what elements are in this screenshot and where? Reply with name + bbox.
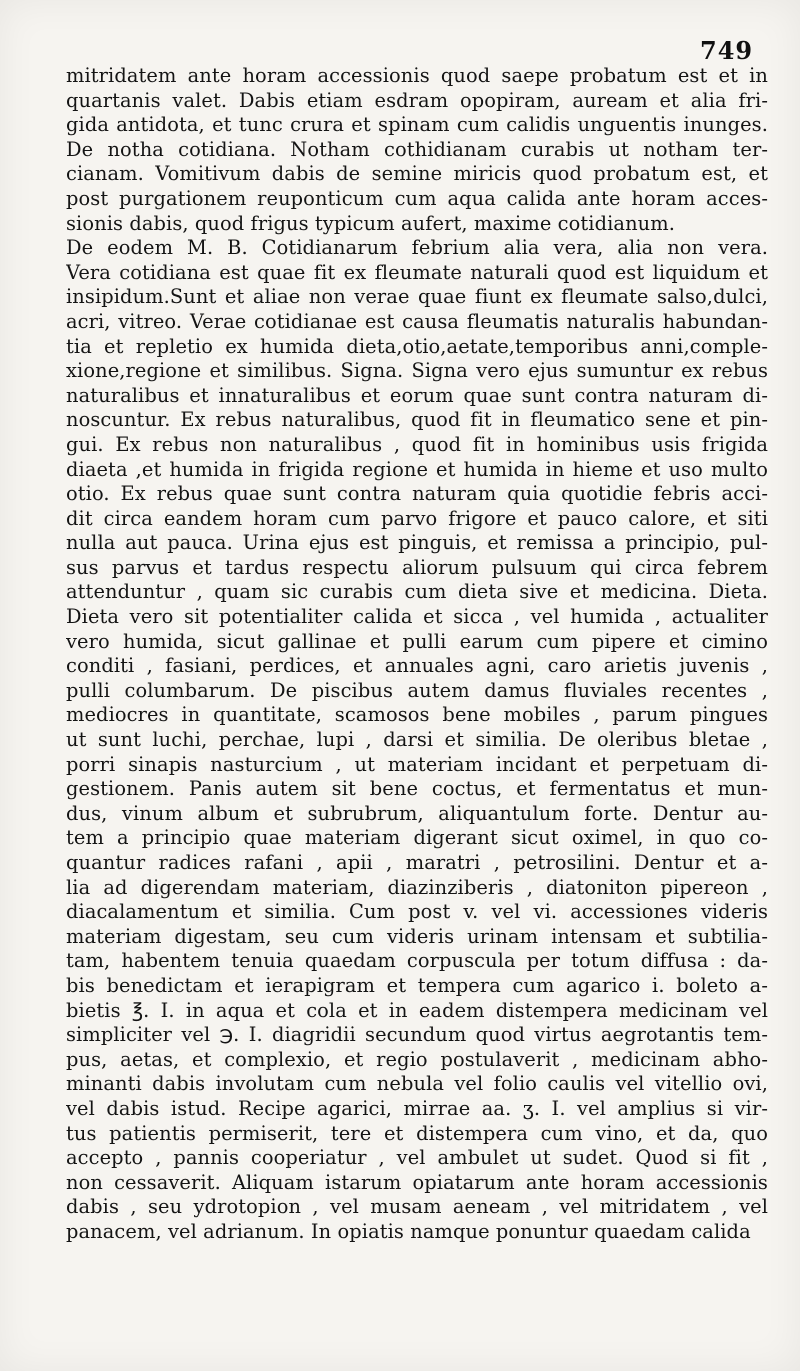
text-line: otio. Ex rebus quae sunt contra naturam quia quotidie febris acci- — [66, 482, 768, 506]
text-line: tam, habentem tenuia quaedam corpuscula per totum diffusa : da- — [66, 949, 768, 973]
text-line: accepto , pannis cooperiatur , vel ambulet ut sudet. Quod si fit , — [66, 1146, 768, 1170]
text-line: bis benedictam et ierapigram et tempera cum agarico i. boleto a- — [66, 973, 768, 997]
text-line: insipidum.Sunt et aliae non verae quae fiunt ex fleumate salso,dulci, — [66, 285, 768, 309]
text-line: diaeta ,et humida in frigida regione et humida in hieme et uso multo — [66, 457, 768, 481]
text-line: dus, vinum album et subrubrum, aliquantulum forte. Dentur au- — [66, 801, 768, 825]
text-line: vero humida, sicut gallinae et pulli earum cum pipere et cimino — [66, 629, 768, 653]
text-line: post purgationem reuponticum cum aqua calida ante horam acces- — [66, 186, 768, 210]
text-line: cianam. Vomitivum dabis de semine miricis quod probatum est, et — [66, 162, 768, 186]
text-line: attenduntur , quam sic curabis cum dieta sive et medicina. Dieta. — [66, 580, 768, 604]
text-line: conditi , fasiani, perdices, et annuales agni, caro arietis juvenis , — [66, 654, 768, 678]
text-line: non cessaverit. Aliquam istarum opiatarum ante horam accessionis — [66, 1170, 768, 1194]
text-line: dabis , seu ydrotopion , vel musam aeneam , vel mitridatem , vel — [66, 1195, 768, 1219]
text-line: acri, vitreo. Verae cotidianae est causa fleumatis naturalis habundan- — [66, 309, 768, 333]
text-line: bietis ℥. I. in aqua et cola et in eadem distempera medicinam vel — [66, 998, 768, 1022]
page-number: 749 — [700, 36, 754, 65]
text-line: Vera cotidiana est quae fit ex fleumate naturali quod est liquidum et — [66, 260, 768, 284]
text-line: quartanis valet. Dabis etiam esdram opopiram, auream et alia fri- — [66, 88, 768, 112]
text-line: sionis dabis, quod frigus typicum aufert, maxime cotidianum. — [66, 211, 676, 235]
text-line: De eodem M. B. Cotidianarum febrium alia vera, alia non vera. — [66, 236, 768, 260]
text-line: materiam digestam, seu cum videris urinam intensam et subtilia- — [66, 924, 768, 948]
text-line: gestionem. Panis autem sit bene coctus, et fermentatus et mun- — [66, 777, 768, 801]
text-line: tus patientis permiserit, tere et distempera cum vino, et da, quo — [66, 1121, 768, 1145]
text-line: pus, aetas, et complexio, et regio postulaverit , medicinam abho- — [66, 1047, 768, 1071]
text-line: pulli columbarum. De piscibus autem damus fluviales recentes , — [66, 678, 768, 702]
text-line: quantur radices rafani , apii , maratri , petrosilini. Dentur et a- — [66, 851, 768, 874]
text-line: lia ad digerendam materiam, diazinziberis , diatoniton pipereon , — [66, 875, 768, 899]
text-line: tem a principio quae materiam digerant sicut oximel, in quo co- — [66, 826, 768, 850]
text-line: panacem, vel adrianum. In opiatis namque ponuntur quaedam calida — [66, 1219, 751, 1243]
text-line: naturalibus et innaturalibus et eorum quae sunt contra naturam di- — [66, 383, 768, 407]
text-line: tia et repletio ex humida dieta,otio,aetate,temporibus anni,comple- — [66, 334, 768, 358]
text-line: ut sunt luchi, perchae, lupi , darsi et similia. De oleribus bletae , — [66, 728, 768, 752]
text-line: vel dabis istud. Recipe agarici, mirrae aa. ʒ. I. vel amplius si vir- — [66, 1096, 768, 1120]
text-line: gida antidota, et tunc crura et spinam cum calidis unguentis inunges. — [66, 113, 768, 137]
text-line: diacalamentum et similia. Cum post v. vel vi. accessiones videris — [66, 900, 768, 924]
text-line: xione,regione et similibus. Signa. Signa vero ejus sumuntur ex rebus — [66, 359, 768, 383]
text-line: mediocres in quantitate, scamosos bene mobiles , parum pingues — [66, 703, 768, 727]
text-line: porri sinapis nasturcium , ut materiam incidant et perpetuam di- — [66, 752, 768, 776]
text-line: dit circa eandem horam cum parvo frigore et pauco calore, et siti — [66, 506, 768, 530]
text-line: sus parvus et tardus respectu aliorum pulsuum qui circa febrem — [66, 555, 768, 579]
text-line: nulla aut pauca. Urina ejus est pinguis, et remissa a principio, pul- — [66, 531, 768, 555]
text-line: noscuntur. Ex rebus naturalibus, quod fit in fleumatico sene et pin- — [66, 408, 768, 432]
text-line: mitridatem ante horam accessionis quod saepe probatum est et in — [66, 64, 768, 87]
text-line: minanti dabis involutam cum nebula vel folio caulis vel vitellio ovi, — [66, 1072, 768, 1096]
text-line: Dieta vero sit potentialiter calida et sicca , vel humida , actualiter — [66, 605, 768, 629]
text-line: simpliciter vel ℈. I. diagridii secundum quod virtus aegrotantis tem- — [66, 1023, 768, 1047]
body-text — [66, 64, 768, 1245]
text-line: gui. Ex rebus non naturalibus , quod fit in hominibus usis frigida — [66, 432, 768, 456]
text-line: De notha cotidiana. Notham cothidianam curabis ut notham ter- — [66, 137, 768, 161]
